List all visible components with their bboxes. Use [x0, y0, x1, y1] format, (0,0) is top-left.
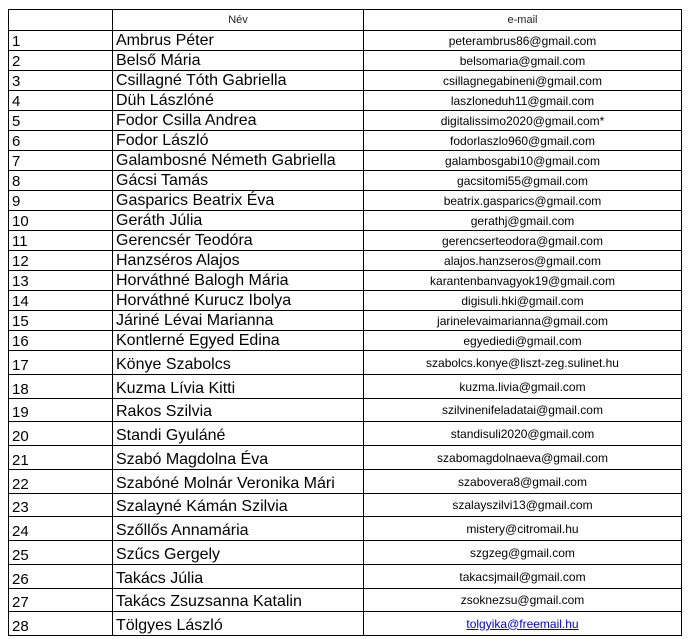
row-number: 18 [9, 375, 113, 399]
table-row [9, 231, 682, 251]
table-row [9, 31, 682, 51]
table-row [9, 422, 682, 446]
table-row [9, 517, 682, 541]
row-number: 8 [9, 171, 113, 191]
header-email: e-mail [364, 10, 682, 31]
person-name: Gasparics Beatrix Éva [113, 191, 364, 211]
table-row [9, 171, 682, 191]
row-number: 28 [9, 612, 113, 636]
email-address: szabomagdolnaeva@gmail.com [364, 446, 682, 470]
person-name: Takács Júlia [113, 565, 364, 589]
table-row [9, 470, 682, 494]
row-number: 13 [9, 271, 113, 291]
email-address: zsoknezsu@gmail.com [364, 589, 682, 612]
row-number: 20 [9, 422, 113, 446]
person-name: Járiné Lévai Marianna [113, 311, 364, 331]
person-name: Szalayné Kámán Szilvia [113, 494, 364, 517]
table-row [9, 111, 682, 131]
table-row [9, 131, 682, 151]
contact-table [8, 9, 682, 636]
person-name: Takács Zsuzsanna Katalin [113, 589, 364, 612]
person-name: Fodor Csilla Andrea [113, 111, 364, 131]
email-address: belsomaria@gmail.com [364, 51, 682, 71]
header-name: Név [113, 10, 364, 31]
email-address: gacsitomi55@gmail.com [364, 171, 682, 191]
email-address: alajos.hanzseros@gmail.com [364, 251, 682, 271]
person-name: Geráth Júlia [113, 211, 364, 231]
person-name: Gerencsér Teodóra [113, 231, 364, 251]
person-name: Szőllős Annamária [113, 517, 364, 541]
person-name: Galambosné Németh Gabriella [113, 151, 364, 171]
email-address: szilvinenifeladatai@gmail.com [364, 399, 682, 422]
person-name: Horváthné Balogh Mária [113, 271, 364, 291]
table-row [9, 271, 682, 291]
row-number: 6 [9, 131, 113, 151]
email-address: kuzma.livia@gmail.com [364, 375, 682, 399]
email-address: karantenbanvagyok19@gmail.com [364, 271, 682, 291]
row-number: 14 [9, 291, 113, 311]
person-name: Belső Mária [113, 51, 364, 71]
row-number: 1 [9, 31, 113, 51]
table-row [9, 331, 682, 351]
table-row [9, 211, 682, 231]
email-address: peterambrus86@gmail.com [364, 31, 682, 51]
table-row [9, 375, 682, 399]
row-number: 17 [9, 351, 113, 375]
row-number: 24 [9, 517, 113, 541]
header-num [9, 10, 113, 31]
table-row [9, 541, 682, 565]
person-name: Kuzma Lívia Kitti [113, 375, 364, 399]
row-number: 16 [9, 331, 113, 351]
person-name: Horváthné Kurucz Ibolya [113, 291, 364, 311]
row-number: 12 [9, 251, 113, 271]
person-name: Standi Gyuláné [113, 422, 364, 446]
table-row [9, 51, 682, 71]
email-address: beatrix.gasparics@gmail.com [364, 191, 682, 211]
row-number: 4 [9, 91, 113, 111]
table-row [9, 612, 682, 636]
row-number: 5 [9, 111, 113, 131]
email-address: gerencserteodora@gmail.com [364, 231, 682, 251]
table-row [9, 446, 682, 470]
email-address: szalayszilvi13@gmail.com [364, 494, 682, 517]
table-row [9, 399, 682, 422]
email-address: galambosgabi10@gmail.com [364, 151, 682, 171]
person-name: Hanzséros Alajos [113, 251, 364, 271]
email-address: digitalissimo2020@gmail.com* [364, 111, 682, 131]
person-name: Szabóné Molnár Veronika Mári [113, 470, 364, 494]
table-row [9, 151, 682, 171]
table-row [9, 565, 682, 589]
table-row [9, 589, 682, 612]
person-name: Szabó Magdolna Éva [113, 446, 364, 470]
row-number: 27 [9, 589, 113, 612]
email-cell [364, 612, 682, 636]
row-number: 22 [9, 470, 113, 494]
row-number: 7 [9, 151, 113, 171]
person-name: Könye Szabolcs [113, 351, 364, 375]
email-address: szgzeg@gmail.com [364, 541, 682, 565]
row-number: 23 [9, 494, 113, 517]
table-row [9, 494, 682, 517]
person-name: Kontlerné Egyed Edina [113, 331, 364, 351]
table-row [9, 71, 682, 91]
row-number: 9 [9, 191, 113, 211]
table-row [9, 291, 682, 311]
table-row [9, 191, 682, 211]
row-number: 25 [9, 541, 113, 565]
table-row [9, 91, 682, 111]
person-name: Fodor László [113, 131, 364, 151]
table-row [9, 251, 682, 271]
row-number: 19 [9, 399, 113, 422]
email-address: szabolcs.konye@liszt-zeg.sulinet.hu [364, 351, 682, 375]
person-name: Tölgyes László [113, 612, 364, 636]
email-address: jarinelevaimarianna@gmail.com [364, 311, 682, 331]
header-row [9, 10, 682, 31]
email-address: fodorlaszlo960@gmail.com [364, 131, 682, 151]
row-number: 2 [9, 51, 113, 71]
email-link[interactable]: tolgyika@freemail.hu [466, 616, 579, 631]
row-number: 26 [9, 565, 113, 589]
email-address: gerathj@gmail.com [364, 211, 682, 231]
email-address: takacsjmail@gmail.com [364, 565, 682, 589]
row-number: 11 [9, 231, 113, 251]
row-number: 10 [9, 211, 113, 231]
row-number: 21 [9, 446, 113, 470]
person-name: Csillagné Tóth Gabriella [113, 71, 364, 91]
email-address: egyediedi@gmail.com [364, 331, 682, 351]
table-body [9, 31, 682, 636]
email-address: szabovera8@gmail.com [364, 470, 682, 494]
email-address: digisuli.hki@gmail.com [364, 291, 682, 311]
email-address: csillagnegabineni@gmail.com [364, 71, 682, 91]
person-name: Szűcs Gergely [113, 541, 364, 565]
person-name: Düh Lászlóné [113, 91, 364, 111]
email-address: standisuli2020@gmail.com [364, 422, 682, 446]
email-address: mistery@citromail.hu [364, 517, 682, 541]
row-number: 15 [9, 311, 113, 331]
person-name: Rakos Szilvia [113, 399, 364, 422]
table-row [9, 311, 682, 331]
table-row [9, 351, 682, 375]
person-name: Ambrus Péter [113, 31, 364, 51]
row-number: 3 [9, 71, 113, 91]
email-address: laszloneduh11@gmail.com [364, 91, 682, 111]
person-name: Gácsi Tamás [113, 171, 364, 191]
